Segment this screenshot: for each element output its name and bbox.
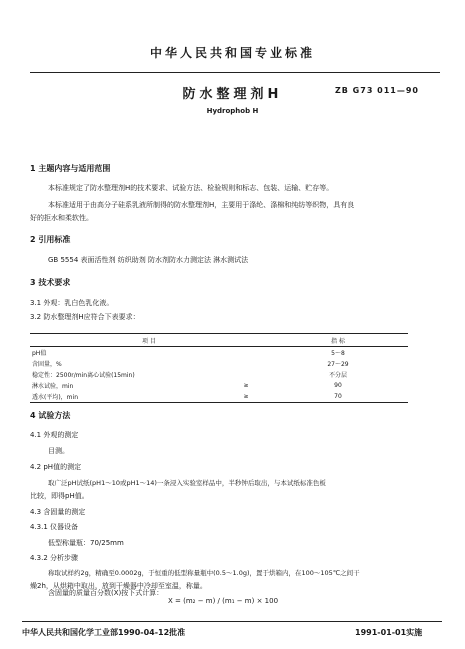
header-rule: [30, 72, 440, 73]
approval-text: 中华人民共和国化学工业部1990-04-12批准: [22, 628, 186, 637]
table-row: [30, 347, 408, 359]
table-cell-item: 稳定性：2500r/min离心试验(15min): [32, 372, 135, 379]
section1-para2-line1: 本标准适用于由高分子硅系乳液所制得的防水整理剂H，主要用于涤纶、涤棉和纯纺等织物，具有良: [48, 201, 355, 209]
table-cell-item: 含固量，%: [32, 361, 62, 368]
table-row: [30, 358, 408, 369]
section2-heading: 2 引用标准: [30, 235, 71, 244]
table-cell-mark: ≥: [243, 382, 249, 389]
section2-refs: GB 5554 表面活性剂 纺织助剂 防水剂防水力测定法 淋水测试法: [48, 256, 249, 264]
table-cell-value: 90: [334, 382, 342, 389]
table-header-row: [30, 334, 408, 347]
footer-rule: [22, 621, 442, 622]
table-header-item: 项 目: [30, 334, 268, 347]
item-4-3-1-text: 低型称量瓶：70/25mm: [48, 539, 124, 547]
item-4-2-line1: 取广泛pH试纸(pH1～10或pH1～14)一条浸入实验室样品中，半秒钟后取出，与本试纸标准色板: [48, 479, 326, 487]
item-4-2: 4.2 pH值的测定: [30, 463, 82, 471]
item-4-3-2-line2: 燥2h，从烘箱中取出，放到干燥器中冷却至室温，称量。: [30, 582, 207, 590]
item-3-1: 3.1 外观：乳白色乳化液。: [30, 299, 114, 307]
item-4-1-text: 目测。: [48, 447, 69, 455]
table-cell-value: 27～29: [327, 361, 349, 368]
item-4-2-line2: 比较，即得pH值。: [30, 492, 89, 500]
table-cell-item: pH值: [32, 350, 47, 357]
table-row: [30, 369, 408, 380]
table-cell-value: 5～8: [331, 350, 345, 357]
item-4-3: 4.3 含固量的测定: [30, 508, 86, 516]
table-cell-mark: ≥: [224, 391, 268, 403]
table-row: [30, 380, 408, 391]
table-cell-item: 淋水试验，min: [32, 383, 74, 390]
spec-table: [30, 333, 408, 403]
item-4-3-1: 4.3.1 仪器设备: [30, 523, 79, 531]
section1-heading: 1 主题内容与适用范围: [30, 164, 111, 173]
table-cell-value: 不分层: [328, 372, 347, 379]
table-cell-mark: [224, 369, 268, 380]
section1-para2-line2: 好的拒水和柔软性。: [30, 214, 93, 222]
section1-para1: 本标准规定了防水整理剂H的技术要求、试验方法、检验规则和标志、包装、运输、贮存等。: [48, 184, 334, 192]
doc-title: 防水整理剂H: [182, 87, 283, 102]
item-4-3-2-line1: 称取试样约2g，精确至0.0002g，于恒重的低型称量瓶中(0.5～1.0g)，置于烘箱内，在100～105℃之间干: [48, 569, 360, 577]
standard-title: 中华人民共和国专业标准: [149, 46, 315, 60]
table-header-spec: 指 标: [268, 334, 408, 347]
table-cell-item: 透水(平均)，min: [30, 391, 224, 403]
item-4-1: 4.1 外观的测定: [30, 431, 79, 439]
implementation-date: 1991-01-01实施: [355, 628, 423, 637]
table-row: [30, 391, 408, 403]
doc-subtitle: Hydrophob H: [206, 107, 259, 115]
doc-code: ZB G73 011—90: [335, 86, 419, 95]
table-cell-value: 70: [268, 391, 408, 403]
item-4-3-2: 4.3.2 分析步骤: [30, 554, 79, 562]
section3-heading: 3 技术要求: [30, 278, 71, 287]
section4-heading: 4 试验方法: [30, 411, 71, 420]
table-cell-mark: [224, 347, 268, 359]
item-4-3-2-line3: 含固量的质量百分数(X)按下式计算：: [48, 589, 164, 597]
item-3-2: 3.2 防水整理剂H应符合下表要求：: [30, 313, 140, 321]
table-cell-mark: [224, 358, 268, 369]
formula: X = (m₂ − m) / (m₁ − m) × 100: [168, 597, 279, 605]
